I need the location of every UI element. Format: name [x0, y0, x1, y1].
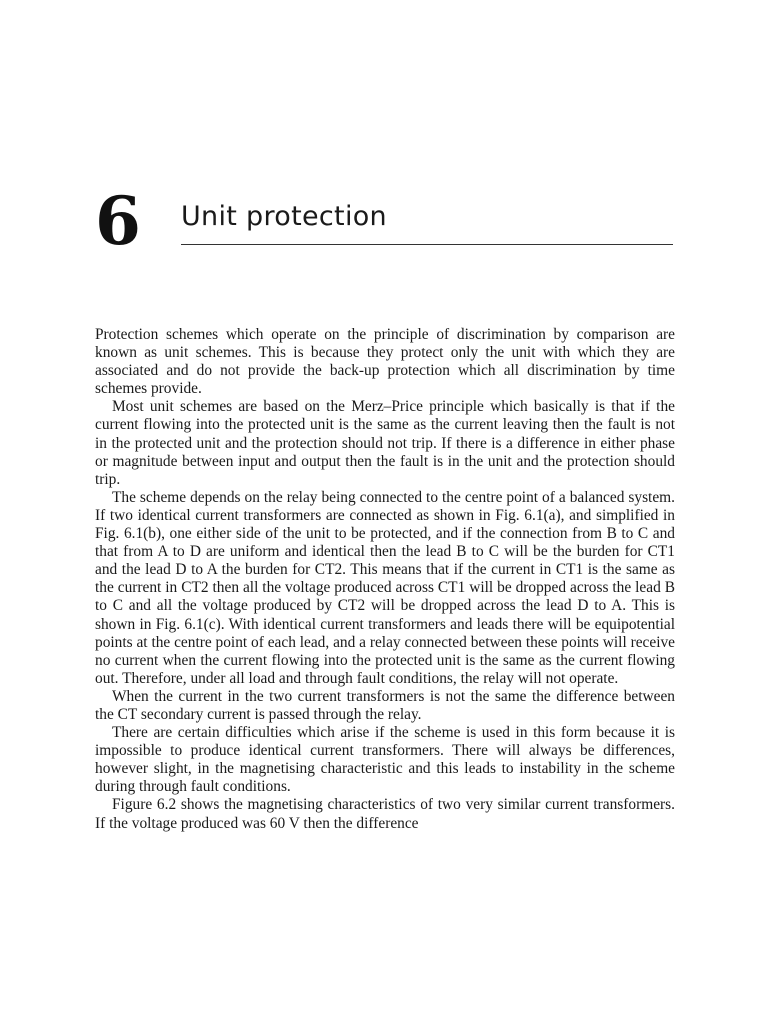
paragraph: Protection schemes which operate on the principle of discrimination by comparison are known as unit schemes. This is because they protect only the unit with which they are associated and do not provide the back-up protection which all discrimination by time schemes provide. [95, 326, 675, 398]
paragraph: Figure 6.2 shows the magnetising characteristics of two very similar current transformers. If the voltage produced was 60 V then the difference [95, 796, 675, 832]
paragraph: There are certain difficulties which arise if the scheme is used in this form because it is impossible to produce identical current transformers. There will always be differences, however slight, in the magnetising characteristic and this leads to instability in the scheme during through fault conditions. [95, 724, 675, 796]
chapter-title-rule [181, 244, 673, 245]
paragraph: The scheme depends on the relay being connected to the centre point of a balanced system. If two identical current transformers are connected as shown in Fig. 6.1(a), and simplified in Fig. 6.1(b), one either side of the unit to be protected, and if the connection from B to C and that from A to D are uniform and identical then the lead B to C will be the burden for CT1 and the lead D to A the burden for CT2. This means that if the current in CT1 is the same as the current in CT2 then all the voltage produced across CT1 will be dropped across the lead B to C and all the voltage produced by CT2 will be dropped across the lead D to A. This is shown in Fig. 6.1(c). With identical current transformers and leads there will be equipotential points at the centre point of each lead, and a relay connected between these points will receive no current when the current flowing into the protected unit is the same as the current flowing out. Therefore, under all load and through fault conditions, the relay will not operate. [95, 488, 675, 687]
chapter-title: Unit protection [181, 201, 387, 232]
paragraph: When the current in the two current transformers is not the same the difference between the CT secondary current is passed through the relay. [95, 687, 675, 723]
paragraph: Most unit schemes are based on the Merz–Price principle which basically is that if the current flowing into the protected unit is the same as the current leaving then the fault is not in the protected unit and the protection should not trip. If there is a difference in either phase or magnitude between input and output then the fault is in the unit and the protection should trip. [95, 398, 675, 488]
body-text [95, 326, 675, 833]
chapter-header [95, 182, 677, 260]
chapter-number: 6 [95, 182, 141, 260]
